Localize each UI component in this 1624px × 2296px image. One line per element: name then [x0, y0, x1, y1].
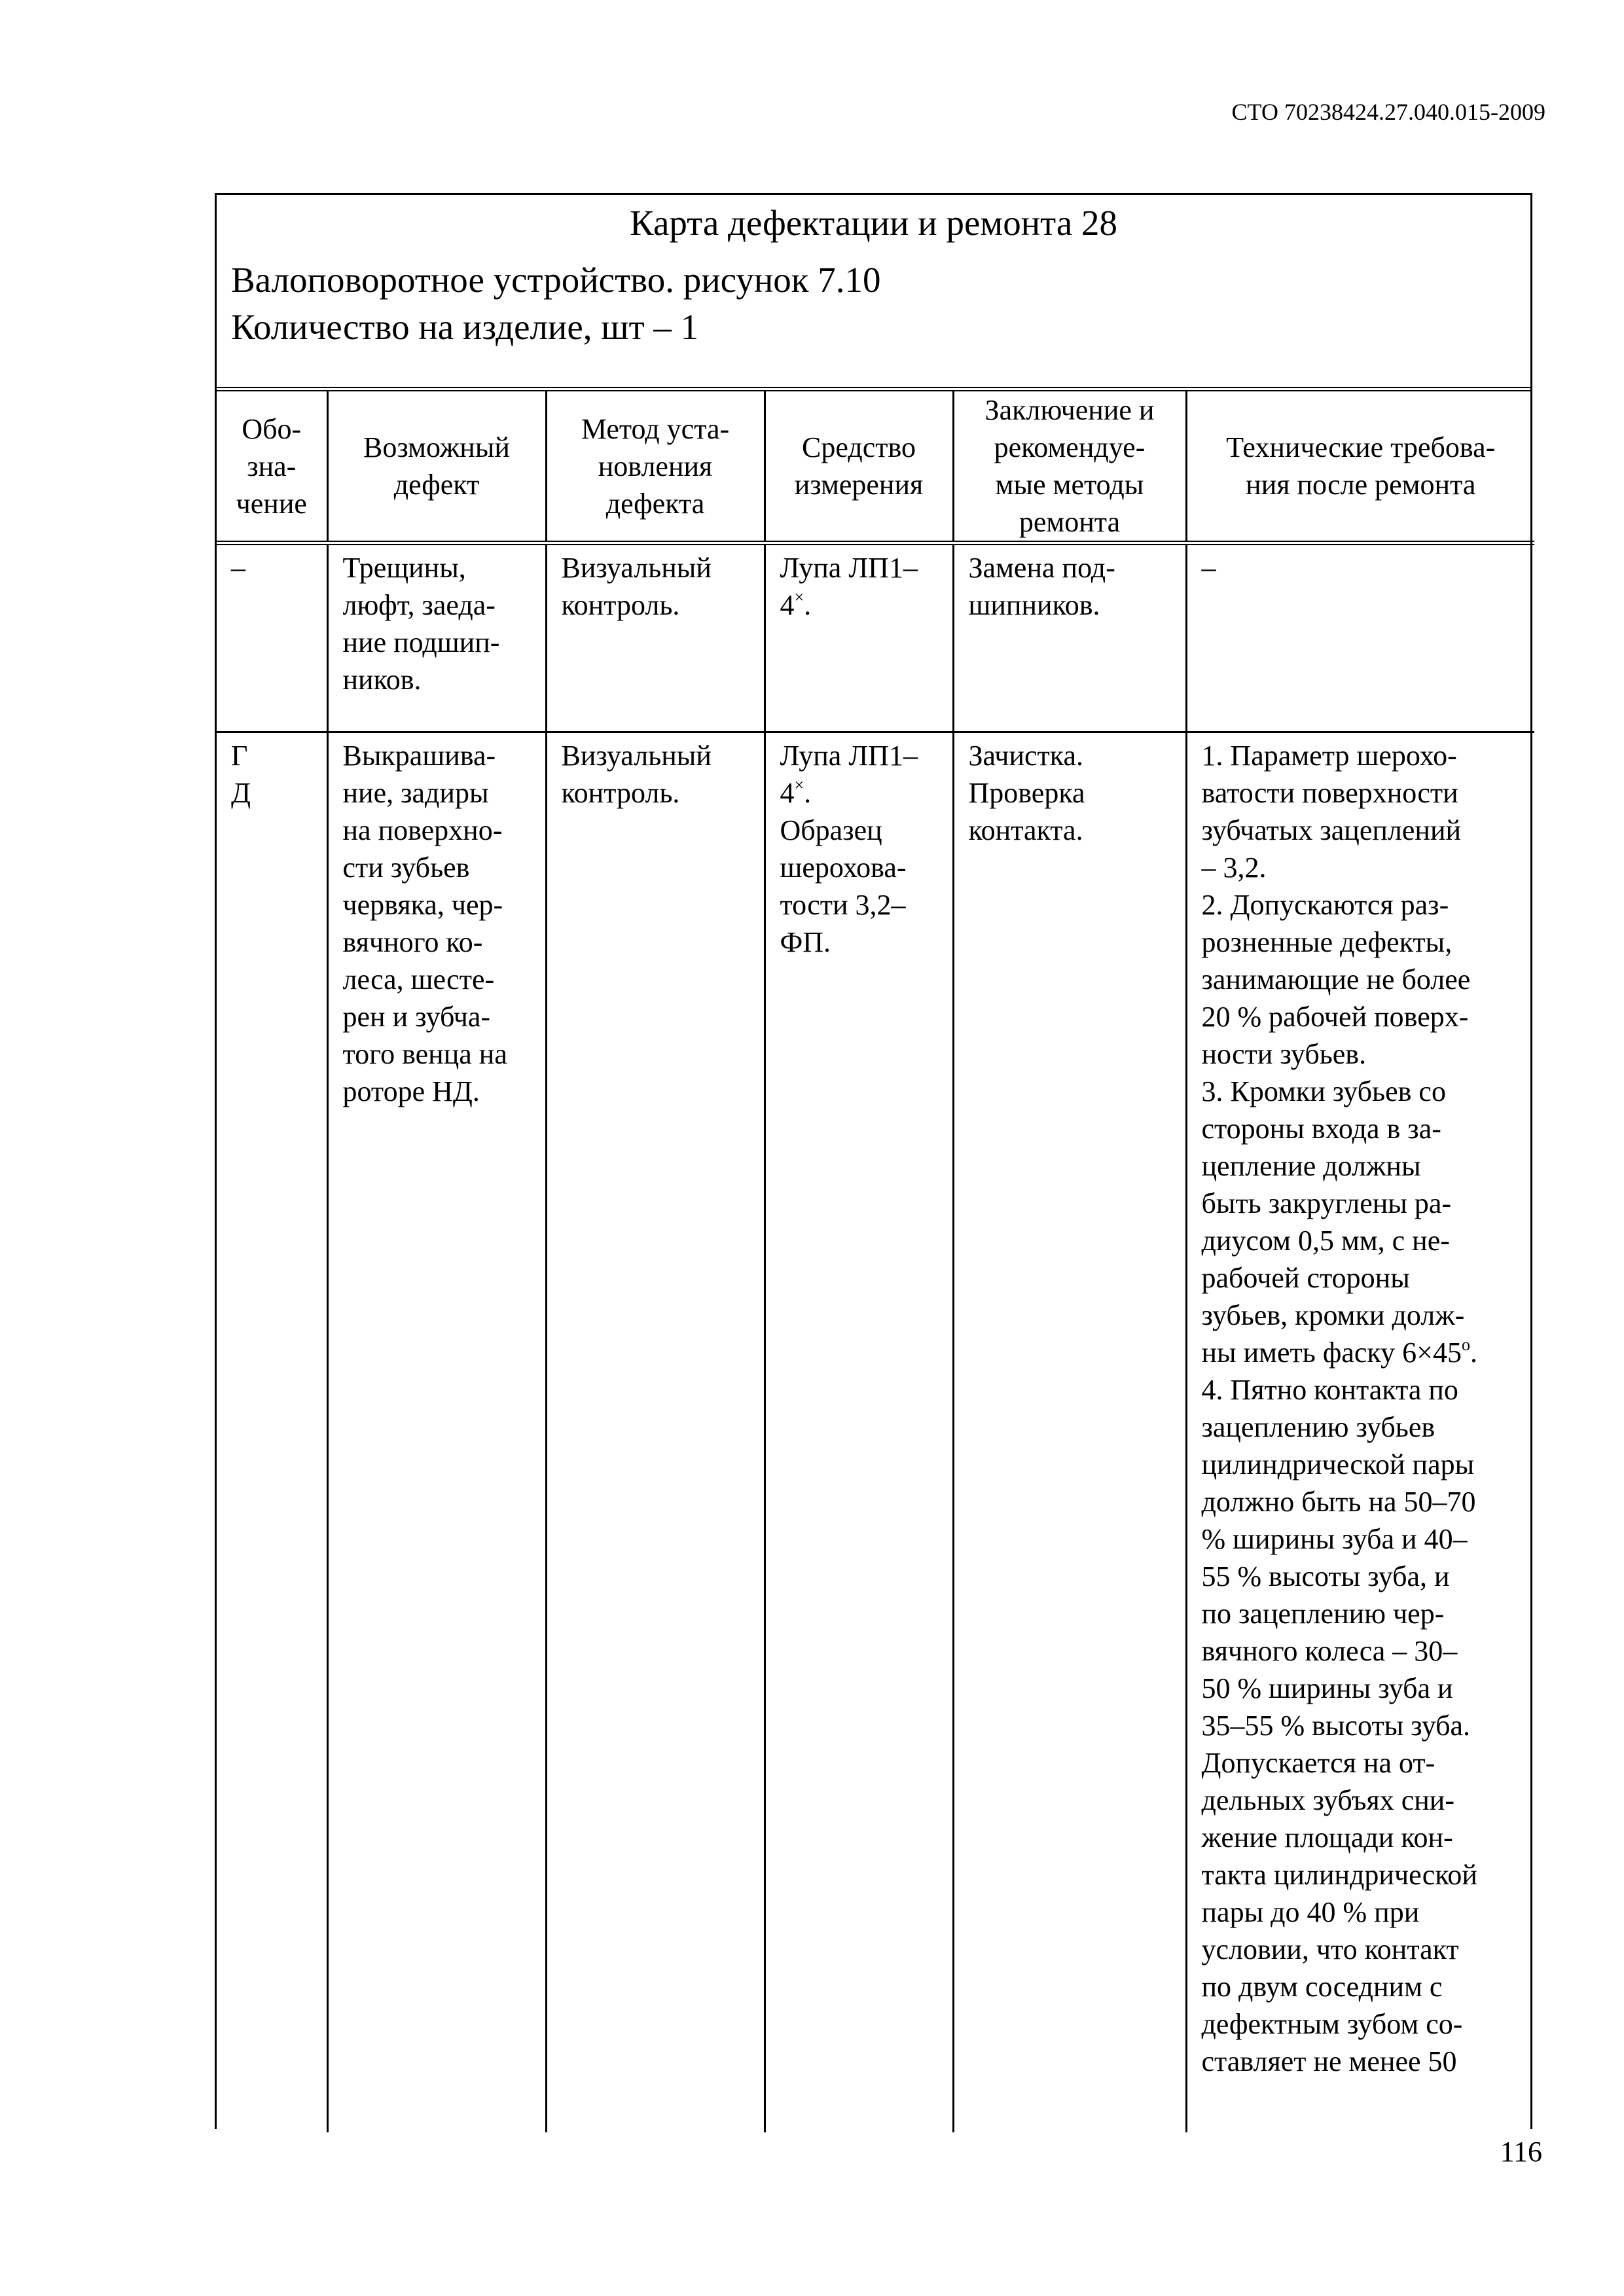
card-header — [217, 195, 1530, 391]
document-code: СТО 70238424.27.040.015-2009 — [1231, 99, 1545, 125]
col-header-defect: Возможный дефект — [327, 391, 546, 543]
cell-designation: – — [217, 543, 327, 732]
cell-requirements: 1. Параметр шерохо- ватости поверхности зубчатых зацеплений – 3,2. 2. Допускаются раз- розненные дефекты, занимающие не более 20 % рабочей поверх- ности зубьев. 3. Кромки зубьев со стороны входа в за- цепление должны быть закруглены ра- диусом 0,5 мм, с не- рабочей стороны зубьев, кромки долж- ны иметь фаску $6\times 45^о$. 4. Пятно контакта по зацеплению зубьев цилиндрической пары должно быть на 50–70 % ширины зуба и 40– 55 % высоты зуба, и по зацеплению чер- вячного колеса – 30– 50 % ширины зуба и 35–55 % высоты зуба. Допускается на от- дельных зубъях сни- жение площади кон- такта цилиндрической пары до 40 % при условии, что контакт по двум соседним с дефектным зубом со- ставляет не менее 50 — [1201, 740, 1477, 2077]
cell-method: Визуальный контроль. — [546, 543, 765, 732]
table-row — [217, 732, 1534, 2133]
cell-conclusion: Замена под- шипников. — [953, 543, 1186, 732]
col-header-method: Метод уста- новления дефекта — [546, 391, 765, 543]
cell-instrument: Лупа ЛП1– 4×. Образец шерохова- тости 3,2– ФП. — [765, 732, 953, 2133]
header-row — [217, 391, 1534, 543]
quantity-line: Количество на изделие, шт – 1 — [231, 307, 699, 347]
cell-defect: Трещины, люфт, заеда- ние подшип- ников. — [327, 543, 546, 732]
card-subtitle — [217, 257, 1530, 351]
page-number: 116 — [1500, 2136, 1542, 2168]
cell-instrument: Лупа ЛП1– 4×. — [765, 543, 953, 732]
cell-requirements: – — [1186, 543, 1534, 732]
cell-designation: Г Д — [217, 732, 327, 2133]
times-mark: × — [794, 776, 804, 795]
col-header-designation: Обо- зна- чение — [217, 391, 327, 543]
col-header-instrument: Средство измерения — [765, 391, 953, 543]
degree-mark: о — [1461, 1335, 1470, 1354]
times-mark: × — [794, 588, 804, 607]
col-header-requirements: Технические требова- ния после ремонта — [1186, 391, 1534, 543]
cell-method: Визуальный контроль. — [546, 732, 765, 2133]
table-row — [217, 543, 1534, 732]
cell-defect: Выкрашива- ние, задиры на поверхно- сти зубьев червяка, чер- вячного ко- леса, шесте- рен и зубча- того венца на роторе НД. — [327, 732, 546, 2133]
col-header-conclusion: Заключение и рекомендуе- мые методы ремонта — [953, 391, 1186, 543]
defect-card — [215, 193, 1532, 2129]
cell-conclusion: Зачистка. Проверка контакта. — [953, 732, 1186, 2133]
assembly-name: Валоповоротное устройство. рисунок 7.10 — [231, 260, 881, 300]
defect-table — [217, 391, 1534, 2132]
card-title: Карта дефектации и ремонта 28 — [630, 203, 1117, 243]
